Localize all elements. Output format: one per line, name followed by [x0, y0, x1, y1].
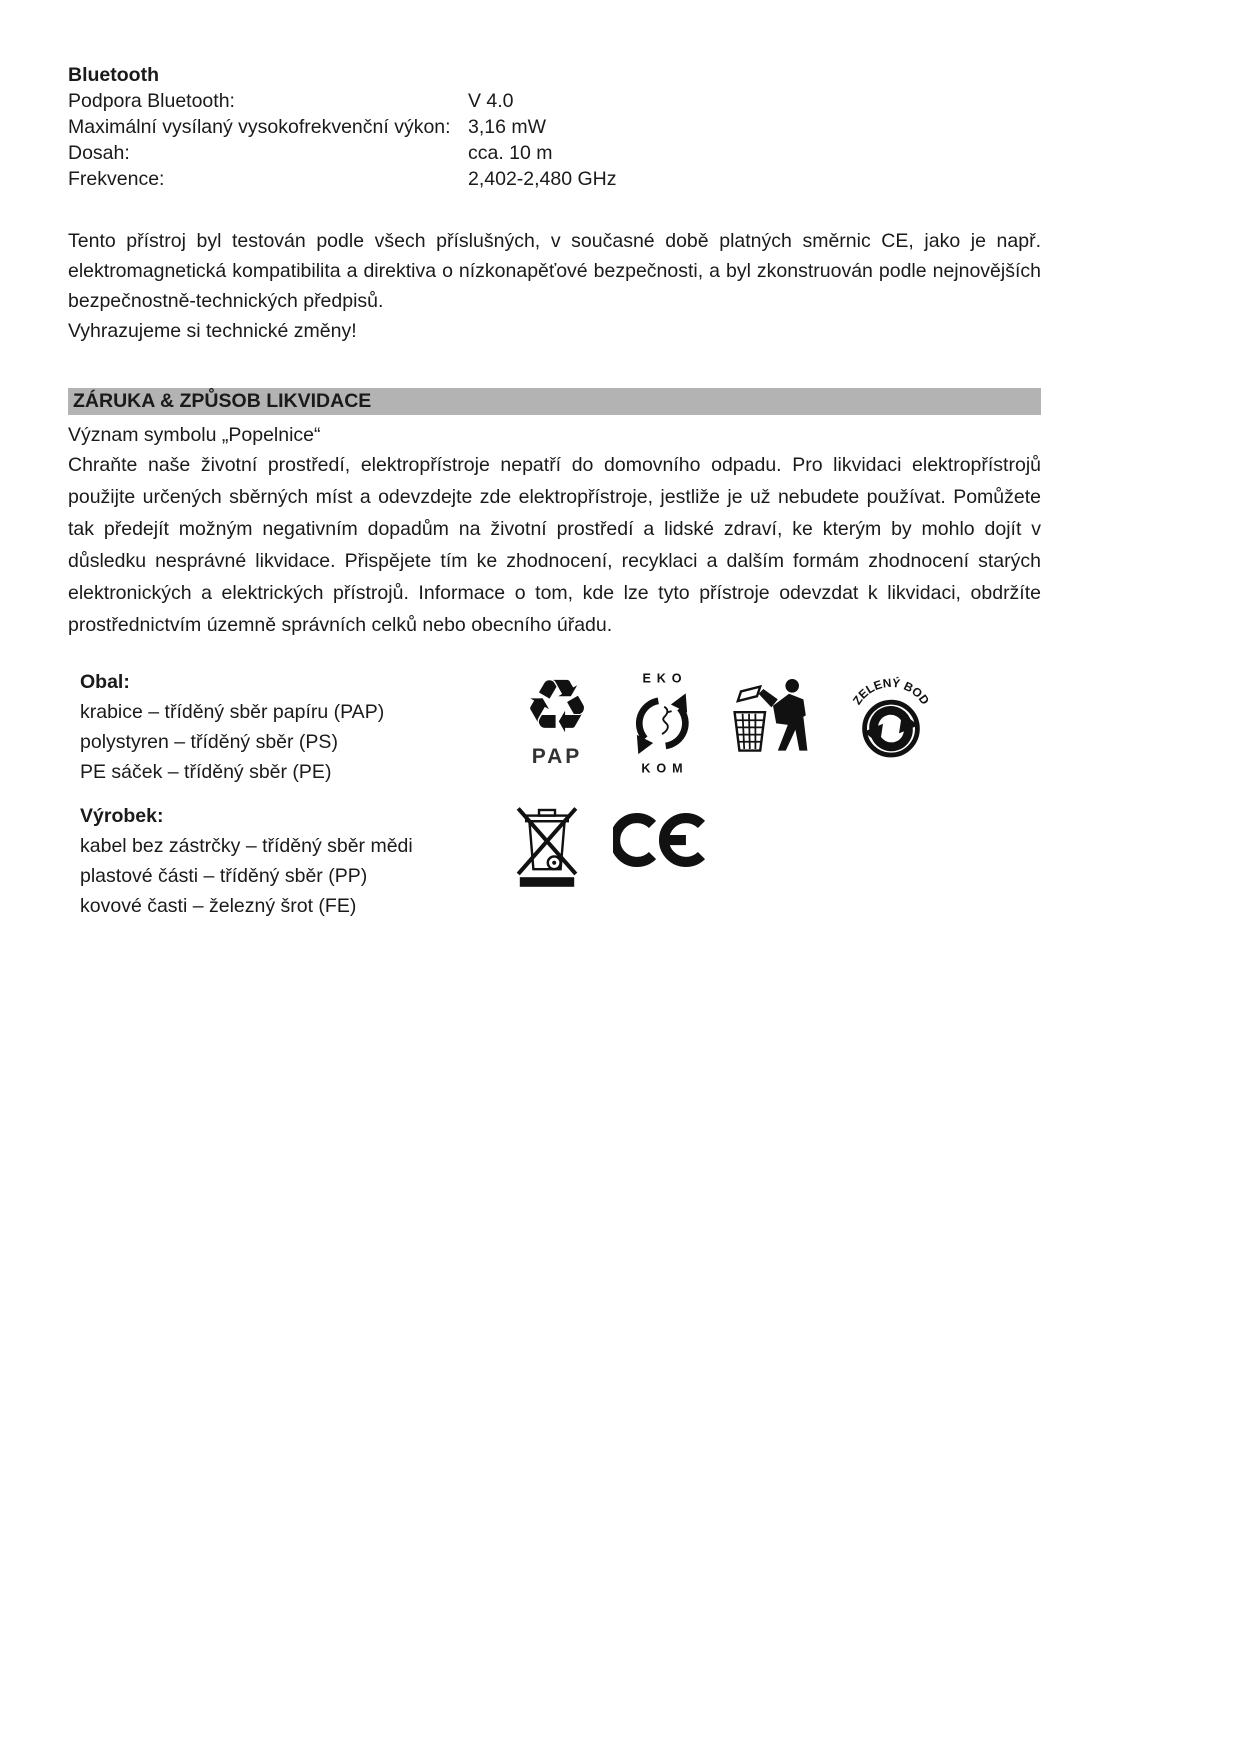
- page-content: [68, 62, 1041, 921]
- spec-row: [68, 166, 1041, 192]
- eko-kom-logo-icon: [625, 671, 699, 775]
- symbol-meaning-subheading: Význam symbolu „Popelnice“: [68, 424, 321, 446]
- spec-value: cca. 10 m: [468, 142, 553, 164]
- recycle-triangle-icon: ♻: [523, 665, 591, 748]
- packaging-heading: Obal:: [80, 671, 130, 693]
- pap-label: PAP: [531, 745, 583, 768]
- packaging-text: [80, 667, 475, 787]
- svg-text:ZELENÝ BOD: ZELENÝ BOD: [849, 675, 933, 708]
- product-text: [80, 801, 475, 921]
- ce-mark-icon: [613, 813, 715, 867]
- svg-text:EKO: EKO: [642, 671, 688, 686]
- spec-label: Maximální vysílaný vysokofrekvenční výkon:: [68, 116, 451, 138]
- spec-row: [68, 114, 1041, 140]
- product-item: kabel bez zástrčky – tříděný sběr mědi: [80, 835, 413, 857]
- packaging-item: PE sáček – tříděný sběr (PE): [80, 761, 332, 783]
- green-dot-icon: [843, 671, 939, 763]
- compliance-paragraph: Tento přístroj byl testován podle všech příslušných, v současné době platných směrnic CE, jako je např. elektromagnetická kompatibilita a direktiva o nízkonapěťové bezpečnosti, a byl zkonstruován podle nejnovějších bezpečnostně-technických předpisů.: [68, 230, 1041, 312]
- recycling-pap-icon: [515, 665, 599, 769]
- litter-disposal-icon: [725, 677, 817, 757]
- product-item: kovové časti – železný šrot (FE): [80, 895, 357, 917]
- warranty-disposal-heading: ZÁRUKA & ZPŮSOB LIKVIDACE: [68, 388, 1041, 415]
- packaging-section: [68, 667, 1041, 787]
- spec-value: 3,16 mW: [468, 116, 547, 138]
- weee-crossed-bin-icon: [515, 805, 579, 887]
- packaging-item: polystyren – tříděný sběr (PS): [80, 731, 338, 753]
- spec-value: V 4.0: [468, 90, 514, 112]
- svg-text:KOM: KOM: [641, 761, 689, 775]
- spec-label: Frekvence:: [68, 168, 165, 190]
- spec-row: [68, 88, 1041, 114]
- technical-changes-note: Vyhrazujeme si technické změny!: [68, 320, 357, 342]
- spec-label: Podpora Bluetooth:: [68, 90, 235, 112]
- disposal-paragraph: Chraňte naše životní prostředí, elektropřístroje nepatří do domovního odpadu. Pro likvidaci elektropřístrojů použijte určených sběrných míst a odevzdejte zde elektropřístroje, jestliže je už nebudete používat. Pomůžete tak předejít možným negativním dopadům na životní prostředí a lidské zdraví, ke kterým by mohlo dojít v důsledku nesprávné likvidace. Přispějete tím ke zhodnocení, recyklaci a dalším formám zhodnocení starých elektronických a elektrických přístrojů. Informace o tom, kde lze tyto přístroje odevzdat k likvidaci, obdržíte prostřednictvím územně správních celků nebo obecního úřadu.: [68, 454, 1041, 636]
- product-symbols: [515, 805, 715, 887]
- packaging-item: krabice – tříděný sběr papíru (PAP): [80, 701, 385, 723]
- spec-value: 2,402-2,480 GHz: [468, 168, 617, 190]
- product-heading: Výrobek:: [80, 805, 164, 827]
- product-item: plastové části – tříděný sběr (PP): [80, 865, 368, 887]
- spec-row: [68, 140, 1041, 166]
- bluetooth-section-heading: Bluetooth: [68, 64, 159, 86]
- product-section: [68, 801, 1041, 921]
- packaging-symbols: [515, 665, 939, 775]
- spec-label: Dosah:: [68, 142, 130, 164]
